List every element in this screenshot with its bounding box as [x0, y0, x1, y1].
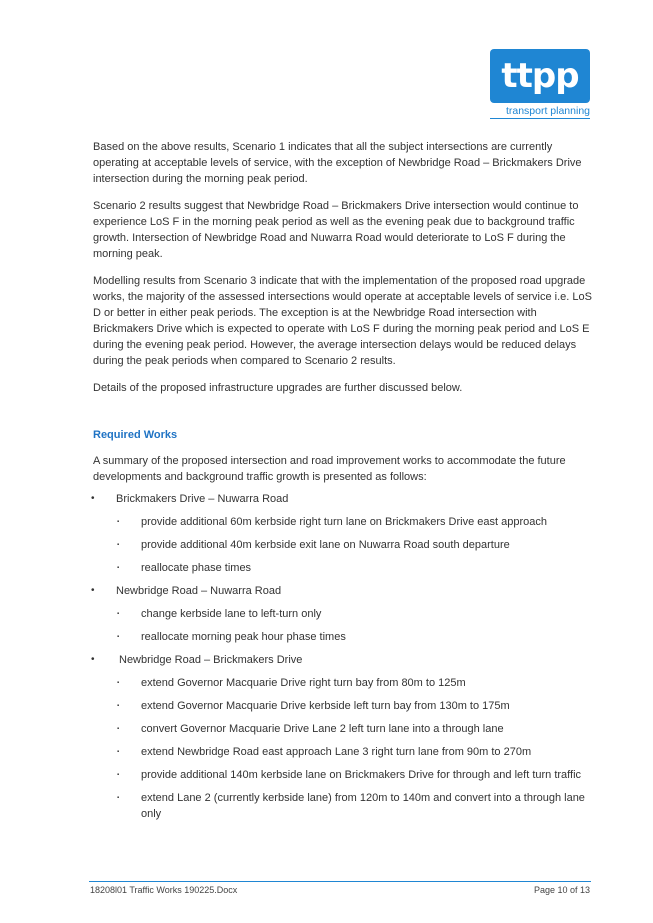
works-item: ▪ extend Newbridge Road east approach Lane 3 right turn lane from 90m to 270m: [93, 744, 598, 760]
footer-page-number: Page 10 of 13: [533, 885, 590, 895]
company-logo: [490, 49, 590, 119]
works-item: ▪ provide additional 140m kerbside lane on Brickmakers Drive for through and left turn traffic: [93, 767, 598, 783]
works-group-label: • Newbridge Road – Brickmakers Drive: [93, 652, 598, 668]
footer-document-name: 18208l01 Traffic Works 190225.Docx: [90, 885, 238, 895]
paragraph: Details of the proposed infrastructure upgrades are further discussed below.: [93, 382, 463, 394]
document-body: [93, 139, 598, 829]
works-item: ▪ provide additional 60m kerbside right turn lane on Brickmakers Drive east approach: [93, 514, 598, 530]
works-item: ▪ reallocate morning peak hour phase times: [93, 629, 598, 645]
works-group-label: • Brickmakers Drive – Nuwarra Road: [93, 491, 598, 507]
works-group-label: • Newbridge Road – Nuwarra Road: [93, 583, 598, 599]
works-item: ▪ reallocate phase times: [93, 560, 598, 576]
paragraph: Scenario 2 results suggest that Newbridge Road – Brickmakers Drive intersection would continue to experience LoS F in the morning peak period as well as the evening peak due to background traffic growth. Intersection of Newbridge Road and Nuwarra Road would deteriorate to LoS F during the morning peak.: [93, 200, 579, 260]
paragraph: Modelling results from Scenario 3 indicate that with the implementation of the proposed road upgrade works, the majority of the assessed intersections would operate at acceptable levels of service i.e. LoS D or better in either peak periods. The exception is at the Newbridge Road intersection with Brickmakers Drive which is expected to operate with LoS F during the morning peak period and LoS E during the evening peak period. However, the average intersection delays would be reduced delays during the peak periods when compared to Scenario 2 results.: [93, 275, 592, 367]
footer-divider: [89, 881, 591, 882]
works-item: ▪ provide additional 40m kerbside exit lane on Nuwarra Road south departure: [93, 537, 598, 553]
works-item: ▪ extend Governor Macquarie Drive kerbside left turn bay from 130m to 175m: [93, 698, 598, 714]
logo-text: ttpp: [501, 56, 579, 96]
logo-tagline: transport planning: [490, 105, 590, 119]
intro-paragraph: A summary of the proposed intersection and road improvement works to accommodate the future developments and background traffic growth is presented as follows:: [93, 455, 566, 483]
section-heading: Required Works: [93, 429, 178, 441]
paragraph: Based on the above results, Scenario 1 indicates that all the subject intersections are currently operating at acceptable levels of service, with the exception of Newbridge Road – Brickmakers Drive intersection during the morning peak period.: [93, 141, 582, 185]
logo-badge: [490, 49, 590, 103]
page-footer: [90, 885, 590, 895]
works-item: ▪ convert Governor Macquarie Drive Lane 2 left turn lane into a through lane: [93, 721, 598, 737]
works-item: ▪ extend Governor Macquarie Drive right turn bay from 80m to 125m: [93, 675, 598, 691]
works-item: ▪ change kerbside lane to left-turn only: [93, 606, 598, 622]
works-item: ▪ extend Lane 2 (currently kerbside lane) from 120m to 140m and convert into a through lane only: [93, 790, 598, 822]
